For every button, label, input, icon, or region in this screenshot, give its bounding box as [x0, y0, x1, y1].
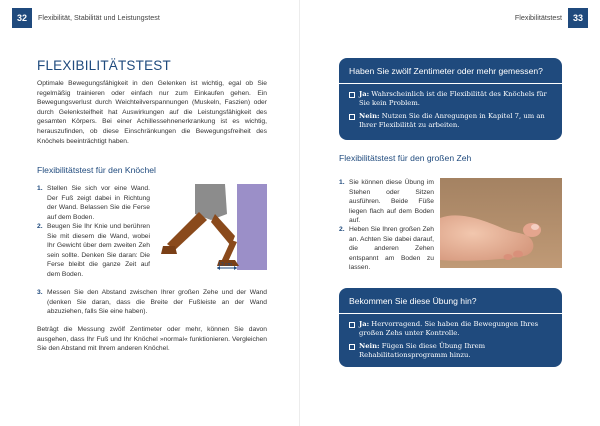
info-box-body	[339, 84, 562, 140]
step-number: 3.	[37, 289, 43, 296]
info-box-exercise	[339, 288, 562, 367]
small-toe	[513, 251, 523, 258]
toenail	[531, 224, 539, 230]
wall-shape	[237, 184, 267, 270]
answer-lead: Ja:	[359, 90, 370, 98]
small-toe	[504, 254, 513, 260]
checkbox-icon	[349, 114, 355, 120]
step-number: 1.	[339, 179, 345, 186]
page-number-right: 33	[568, 8, 588, 28]
running-head-right: Flexibilitätstest	[514, 13, 562, 22]
toe-test-heading: Flexibilitätstest für den großen Zeh	[339, 153, 472, 163]
running-head-left: Flexibilität, Stabilität und Leistungstest	[38, 13, 160, 22]
page-title: FLEXIBILITÄTSTEST	[37, 58, 171, 73]
ankle-test-heading: Flexibilitätstest für den Knöchel	[37, 165, 156, 175]
step-text: Heben Sie Ihren großen Zeh an. Achten Sie dabei darauf, die anderen Zehen entspannt am Boden zu lassen.	[349, 226, 434, 272]
info-box-heading: Haben Sie zwölf Zentimeter oder mehr gemessen?	[339, 58, 562, 84]
answer-yes	[349, 320, 552, 338]
back-foot	[161, 246, 177, 254]
toe-step-2	[339, 225, 434, 273]
info-box-heading: Bekommen Sie diese Übung hin?	[339, 288, 562, 314]
answer-no	[349, 112, 552, 130]
checkbox-icon	[349, 344, 355, 350]
step-text: Sie können diese Übung im Stehen oder Sitzen ausführen. Beide Füße liegen flach auf dem Boden auf.	[349, 179, 434, 225]
answer-lead: Nein:	[359, 112, 380, 120]
checkbox-icon	[349, 92, 355, 98]
answer-text: Hervorragend. Sie haben die Bewegungen Ihres großen Zehs unter Kontrolle.	[359, 320, 539, 337]
answer-text: Fügen Sie diese Übung Ihrem Rehabilitationsprogramm hinzu.	[359, 342, 486, 359]
page-number-left: 32	[12, 8, 32, 28]
answer-text: Nutzen Sie die Anregungen in Kapitel 7, um an Ihrer Flexibilität zu arbeiten.	[359, 112, 545, 129]
big-toe-photo	[440, 178, 562, 268]
answer-lead: Nein:	[359, 342, 380, 350]
info-box-measurement	[339, 58, 562, 140]
step-number: 1.	[37, 185, 43, 192]
step-text: Stellen Sie sich vor eine Wand. Der Fuß zeigt dabei in Richtung der Wand. Belassen Sie die Ferse auf dem Boden.	[47, 185, 150, 221]
knee-to-wall-illustration	[155, 184, 267, 272]
info-box-body	[339, 314, 562, 367]
page-spine	[299, 0, 300, 426]
step-text: Beugen Sie Ihr Knie und berühren Sie mit diesem die Wand, wobei Ihr Gewicht über dem zweiten Zeh sein sollte. Denken Sie daran: Die Ferse bleibt die ganze Zeit auf dem Boden.	[47, 223, 150, 278]
result-paragraph: Beträgt die Messung zwölf Zentimeter oder mehr, können Sie davon ausgehen, dass Ihr Fuß und Ihr Knöchel »normal« funktionieren. Vergleichen Sie den Abstand mit Ihrem anderen Knöchel.	[37, 326, 267, 353]
ankle-step-2	[37, 222, 150, 280]
toe-step-1	[339, 178, 434, 226]
intro-paragraph: Optimale Bewegungsfähigkeit in den Gelenken ist wichtig, egal ob Sie regelmäßig trainieren oder einfach nur zum Einkaufen gehen. Ein Bewegungsverlust durch Weichteilverspannungen (Muskeln, Faszien) oder durch Gelenksteifheit hat Auswirkungen auf die Leistungsfähigkeit des gesamten Körpers. Bei einer Achillessehnenerkrankung ist es wichtig, herauszufinden, ob diese Einschränkungen die Bewegungsfreiheit des Knöchels beeinträchtigt haben.	[37, 80, 267, 145]
back-leg	[167, 212, 207, 250]
step-number: 2.	[37, 223, 43, 230]
answer-text: Wahrscheinlich ist die Flexibilität des Knöchels für Sie kein Problem.	[359, 90, 547, 107]
answer-lead: Ja:	[359, 320, 370, 328]
checkbox-icon	[349, 322, 355, 328]
ankle-step-3	[37, 288, 267, 317]
step-number: 2.	[339, 226, 345, 233]
step-text: Messen Sie den Abstand zwischen Ihrer großen Zehe und der Wand (denken Sie daran, dass die Breite der Fußleiste an der Wand abzuziehen, falls Sie eine haben).	[47, 289, 267, 316]
ankle-step-1	[37, 184, 150, 222]
answer-no	[349, 342, 552, 360]
distance-label: 12 cm	[218, 262, 232, 268]
answer-yes	[349, 90, 552, 108]
